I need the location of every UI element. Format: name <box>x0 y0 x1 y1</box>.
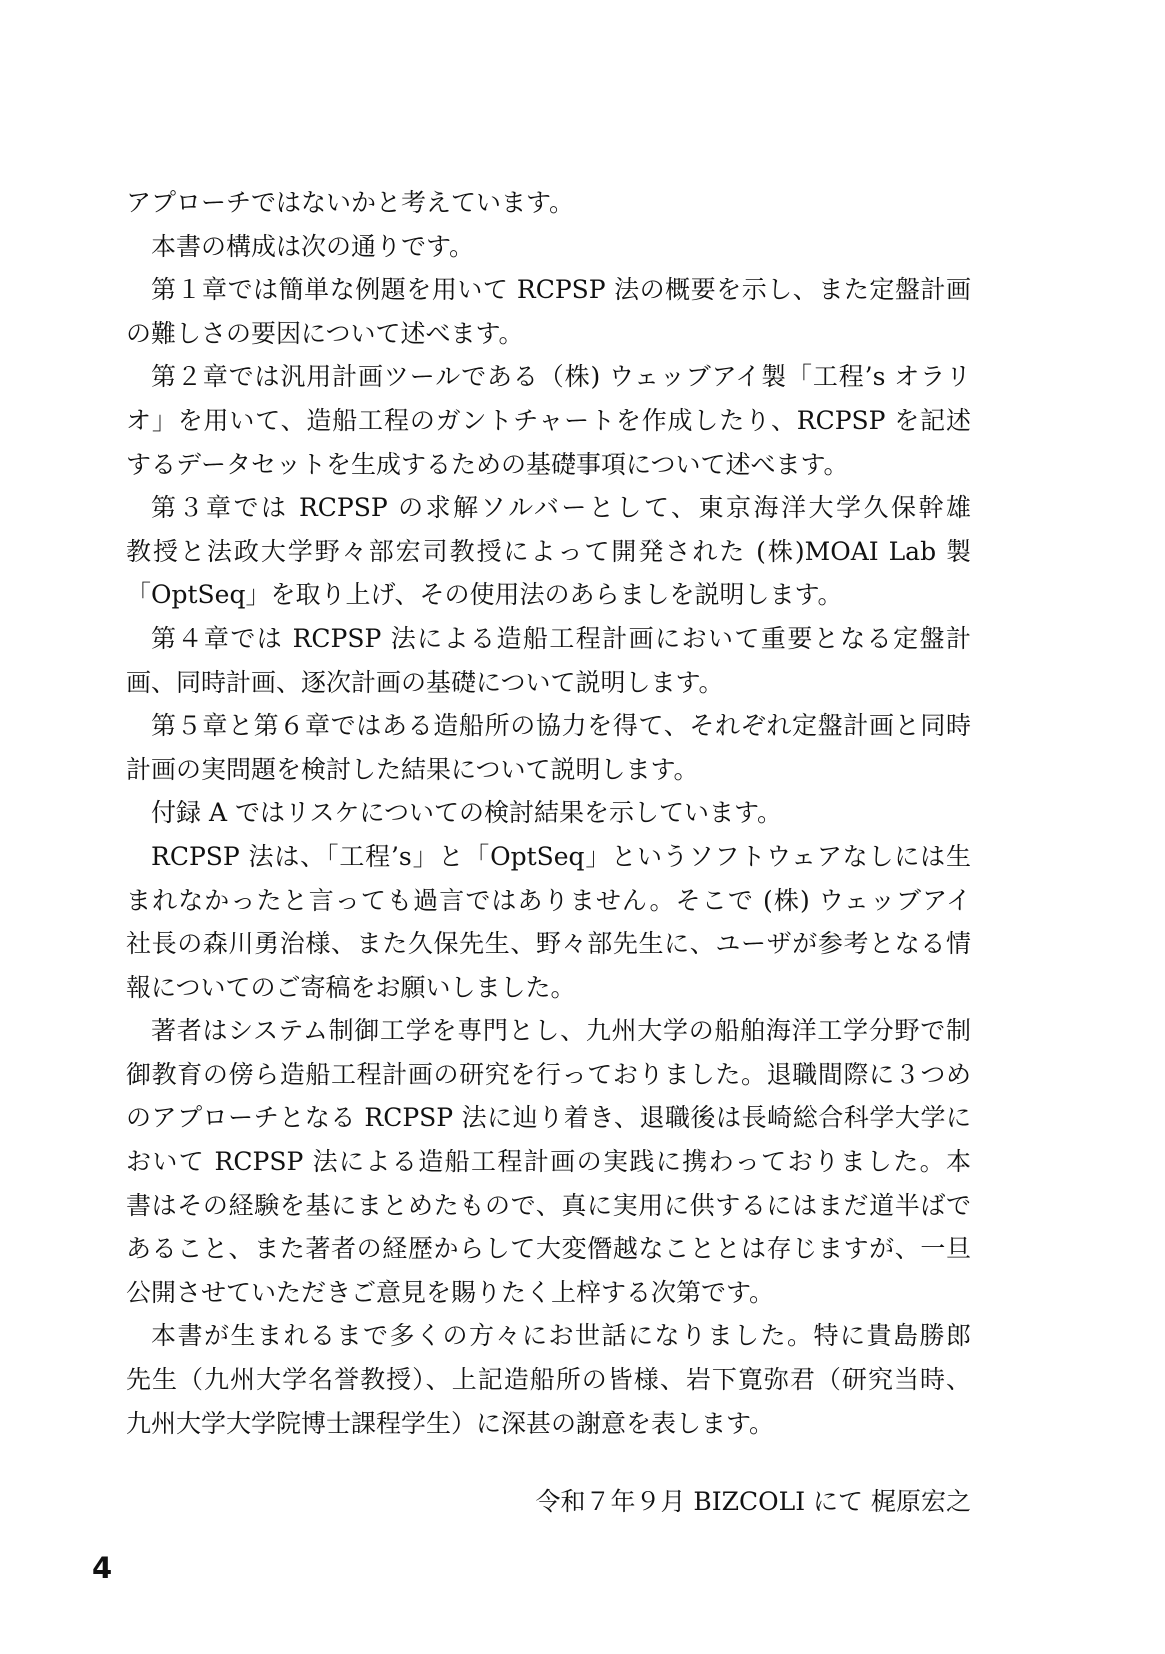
text-line: 御教育の傍ら造船工程計画の研究を行っておりました。退職間際に３つめ <box>126 1059 971 1089</box>
text-line: 報についてのご寄稿をお願いしました。 <box>126 972 576 1002</box>
text-line: 第３章では RCPSP の求解ソルバーとして、東京海洋大学久保幹雄 <box>151 493 971 523</box>
text-line: おいて RCPSP 法による造船工程計画の実践に携わっておりました。本 <box>126 1147 971 1177</box>
text-line: 社長の森川勇治様、また久保先生、野々部先生に、ユーザが参考となる情 <box>126 929 971 959</box>
text-line: 第５章と第６章ではある造船所の協力を得て、それぞれ定盤計画と同時 <box>151 711 971 741</box>
body-text <box>126 181 971 1445</box>
text-line: 教授と法政大学野々部宏司教授によって開発された (株)MOAI Lab 製 <box>126 536 971 566</box>
text-line: 付録 A ではリスケについての検討結果を示しています。 <box>151 798 782 828</box>
text-line: 第１章では簡単な例題を用いて RCPSP 法の概要を示し、また定盤計画 <box>151 275 971 305</box>
text-line: 九州大学大学院博士課程学生）に深甚の謝意を表します。 <box>126 1408 775 1438</box>
page-number: 4 <box>92 1551 113 1585</box>
text-line: 画、同時計画、逐次計画の基礎について説明します。 <box>126 667 724 697</box>
text-line: のアプローチとなる RCPSP 法に辿り着き、退職後は長崎総合科学大学に <box>126 1103 971 1133</box>
text-line: 第４章では RCPSP 法による造船工程計画において重要となる定盤計 <box>151 623 971 653</box>
text-line: 本書が生まれるまで多くの方々にお世話になりました。特に貴島勝郎 <box>151 1321 971 1351</box>
text-line: 本書の構成は次の通りです。 <box>151 231 475 261</box>
text-line: 公開させていただきご意見を賜りたく上梓する次第です。 <box>126 1277 775 1307</box>
text-line: の難しさの要因について述べます。 <box>126 318 524 348</box>
text-line: アプローチではないかと考えています。 <box>126 188 575 217</box>
text-line: あること、また著者の経歴からして大変僭越なこととは存じますが、一旦 <box>126 1234 971 1264</box>
text-line: 計画の実問題を検討した結果について説明します。 <box>126 754 699 784</box>
text-line: 第２章では汎用計画ツールである（株) ウェッブアイ製「工程’s オラリ <box>151 362 971 392</box>
text-line: するデータセットを生成するための基礎事項について述べます。 <box>126 449 849 479</box>
text-line: 書はその経験を基にまとめたもので、真に実用に供するにはまだ道半ばで <box>126 1190 971 1220</box>
text-line: 著者はシステム制御工学を専門とし、九州大学の船舶海洋工学分野で制 <box>151 1016 971 1046</box>
text-line: 先生（九州大学名誉教授）、上記造船所の皆様、岩下寛弥君（研究当時、 <box>126 1365 971 1395</box>
text-line: 「OptSeq」を取り上げ、その使用法のあらましを説明します。 <box>126 580 843 610</box>
text-line: まれなかったと言っても過言ではありません。そこで (株) ウェッブアイ <box>126 885 971 915</box>
text-line: オ」を用いて、造船工程のガントチャートを作成したり、RCPSP を記述 <box>126 405 971 435</box>
text-line: RCPSP 法は、「工程’s」と「OptSeq」というソフトウェアなしには生 <box>151 841 971 871</box>
signature: 令和７年９月 BIZCOLI にて 梶原宏之 <box>535 1487 971 1516</box>
